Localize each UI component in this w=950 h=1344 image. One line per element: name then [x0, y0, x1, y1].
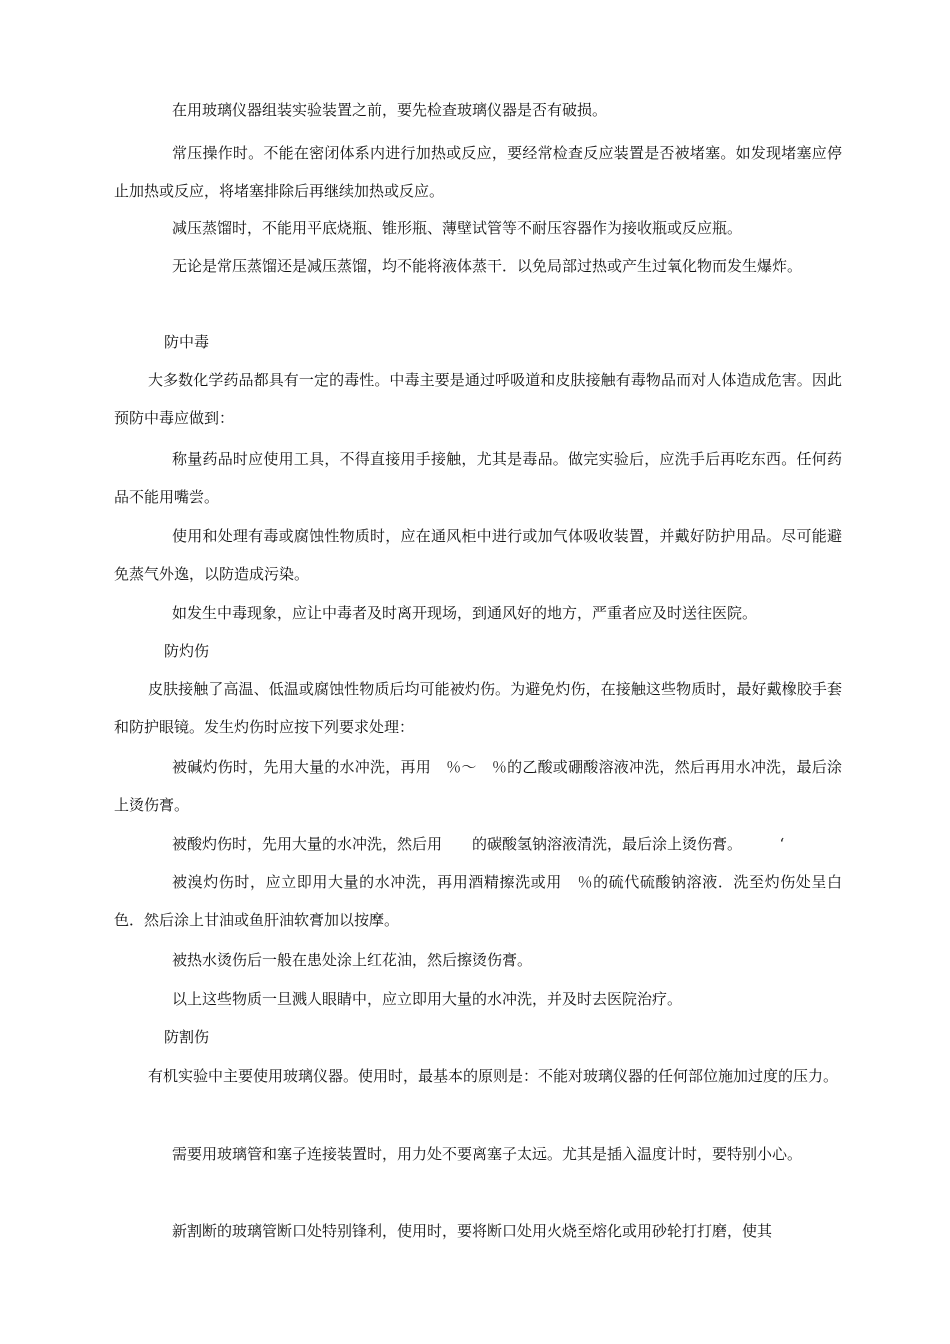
heading-cut-prevention: 防割伤	[164, 1028, 210, 1046]
paragraph-alkali-burn: 被碱灼伤时，先用大量的水冲洗，再用 ％～ ％的乙酸或硼酸溶液冲洗，然后再用水冲洗，最后涂上烫伤膏。	[114, 758, 842, 814]
paragraph-no-dry-distillation: 无论是常压蒸馏还是减压蒸馏，均不能将液体蒸干．以免局部过热或产生过氧化物而发生爆炸。	[172, 257, 803, 275]
paragraph-fume-hood: 使用和处理有毒或腐蚀性物质时，应在通风柜中进行或加气体吸收装置，并戴好防护用品。尽可能避免蒸气外逸，以防造成污染。	[114, 527, 842, 583]
paragraph-tube-stopper: 需要用玻璃管和塞子连接装置时，用力处不要离塞子太远。尤其是插入温度计时，要特别小心。	[172, 1145, 803, 1163]
paragraph-cut-glass-edges: 新割断的玻璃管断口处特别锋利，使用时，要将断口处用火烧至熔化或用砂轮打打磨，使其	[172, 1222, 773, 1240]
heading-burn-prevention: 防灼伤	[164, 642, 210, 660]
paragraph-toxicity-intro: 大多数化学药品都具有一定的毒性。中毒主要是通过呼吸道和皮肤接触有毒物品而对人体造成危害。因此预防中毒应做到：	[114, 371, 842, 427]
paragraph-weighing: 称量药品时应使用工具，不得直接用手接触，尤其是毒品。做完实验后，应洗手后再吃东西。任何药品不能用嘴尝。	[114, 450, 842, 506]
paragraph-vacuum-distillation: 减压蒸馏时，不能用平底烧瓶、锥形瓶、薄壁试管等不耐压容器作为接收瓶或反应瓶。	[172, 219, 743, 237]
paragraph-poisoning-response: 如发生中毒现象，应让中毒者及时离开现场，到通风好的地方，严重者应及时送往医院。	[172, 604, 758, 622]
paragraph-normal-pressure: 常压操作时。不能在密闭体系内进行加热或反应，要经常检查反应装置是否被堵塞。如发现堵塞应停止加热或反应，将堵塞排除后再继续加热或反应。	[114, 144, 842, 200]
paragraph-eye-splash: 以上这些物质一旦溅人眼睛中，应立即用大量的水冲洗，并及时去医院治疗。	[172, 990, 683, 1008]
paragraph-glassware-check: 在用玻璃仪器组装实验装置之前，要先检查玻璃仪器是否有破损。	[172, 101, 608, 119]
heading-poison-prevention: 防中毒	[164, 333, 210, 351]
paragraph-acid-burn: 被酸灼伤时，先用大量的水冲洗，然后用 的碳酸氢钠溶液清洗，最后涂上烫伤膏。 ‘	[172, 835, 785, 853]
paragraph-glassware-principle: 有机实验中主要使用玻璃仪器。使用时，最基本的原则是：不能对玻璃仪器的任何部位施加过度的压力。	[148, 1067, 839, 1085]
paragraph-bromine-burn: 被溴灼伤时，应立即用大量的水冲洗，再用酒精擦洗或用 ％的硫代硫酸钠溶液．洗至灼伤处呈白色．然后涂上甘油或鱼肝油软膏加以按摩。	[114, 873, 842, 929]
paragraph-hot-water-scald: 被热水烫伤后一般在患处涂上红花油，然后擦烫伤膏。	[172, 951, 533, 969]
paragraph-burn-intro: 皮肤接触了高温、低温或腐蚀性物质后均可能被灼伤。为避免灼伤，在接触这些物质时，最好戴橡胶手套和防护眼镜。发生灼伤时应按下列要求处理：	[114, 680, 842, 736]
